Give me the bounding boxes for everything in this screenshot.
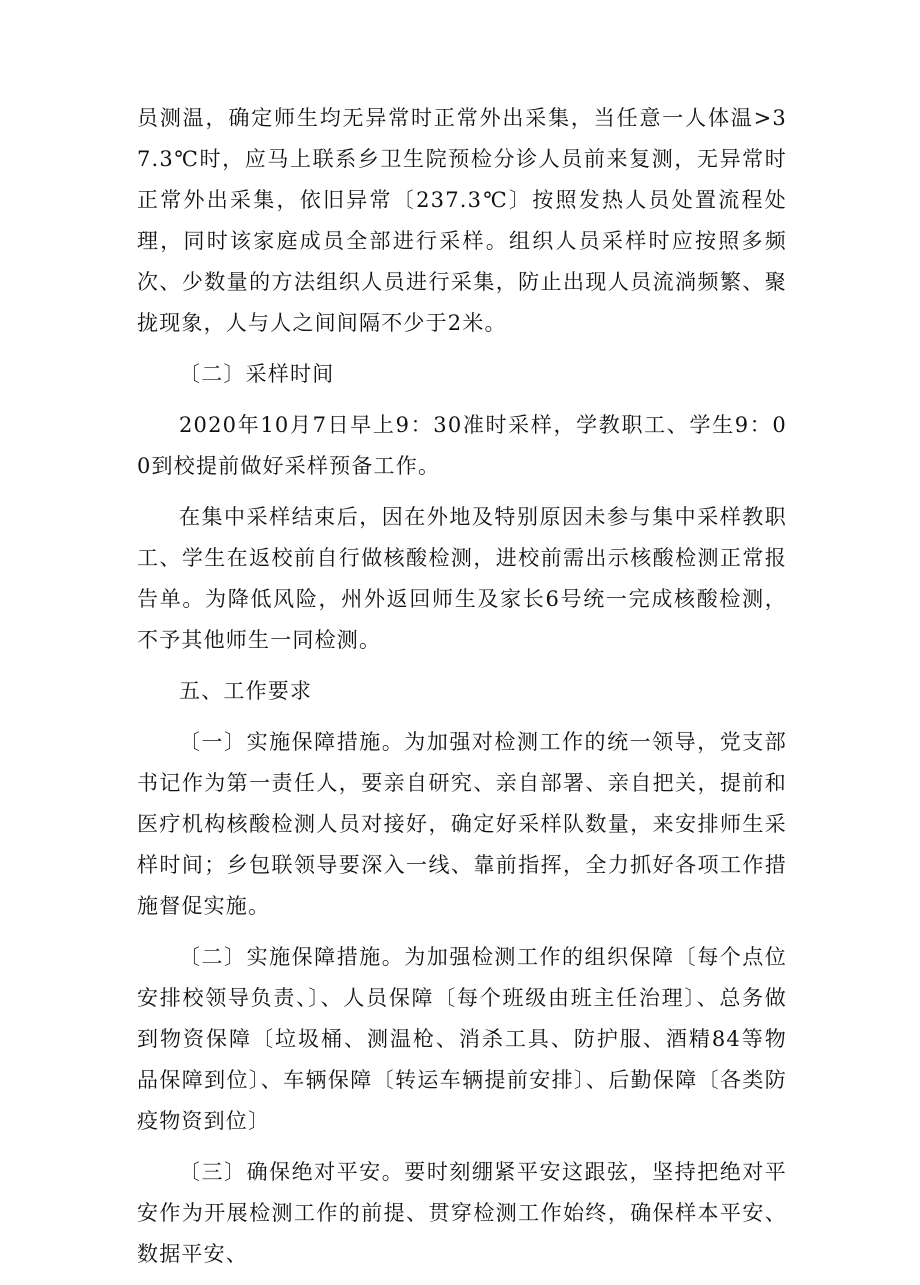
paragraph-testing-procedure: 员测温，确定师生均无异常时正常外出采集，当任意一人体温>37.3℃时，应马上联系乡卫生院预检分诊人员前来复测，无异常时正常外出采集，依旧异常〔237.3℃〕按照发热人员处置流程处理，同时该家庭成员全部进行采样。组织人员采样时应按照多频次、少数量的方法组织人员进行采集，防止出现人员流淌频繁、聚拢现象，人与人之间间隔不少于2米。 [137, 106, 787, 335]
paragraph-absent-testing: 在集中采样结束后，因在外地及特别原因未参与集中采样教职工、学生在返校前自行做核酸检测，进校前需出示核酸检测正常报告单。为降低风险，州外返回师生及家长6号统一完成核酸检测，不予其他师生一同检测。 [137, 505, 787, 652]
document-body [137, 98, 787, 1285]
paragraph-support-measures: 〔二〕实施保障措施。为加强检测工作的组织保障〔每个点位安排校领导负责、〕、人员保障〔每个班级由班主任治理〕、总务做到物资保障〔垃圾桶、测温枪、消杀工具、防护服、酒精84等物品保障到位〕、车辆保障〔转运车辆提前安排〕、后勤保障〔各类防疫物资到位〕 [137, 945, 787, 1133]
paragraph-safety-assurance: 〔三〕确保绝对平安。要时刻绷紧平安这跟弦，坚持把绝对平安作为开展检测工作的前提、贯穿检测工作始终，确保样本平安、数据平安、 [137, 1160, 787, 1266]
paragraph-leadership-measures: 〔一〕实施保障措施。为加强对检测工作的统一领导，党支部书记作为第一责任人，要亲自研究、亲自部署、亲自把关，提前和医疗机构核酸检测人员对接好，确定好采样队数量，来安排师生采样时间；乡包联领导要深入一线、靠前指挥，全力抓好各项工作措施督促实施。 [137, 730, 787, 918]
paragraph-sampling-schedule: 2020年10月7日早上9：30准时采样，学教职工、学生9：00到校提前做好采样预备工作。 [137, 413, 787, 478]
section-heading-sampling-time: 〔二〕采样时间 [179, 362, 335, 386]
section-heading-work-requirements: 五、工作要求 [179, 679, 313, 703]
